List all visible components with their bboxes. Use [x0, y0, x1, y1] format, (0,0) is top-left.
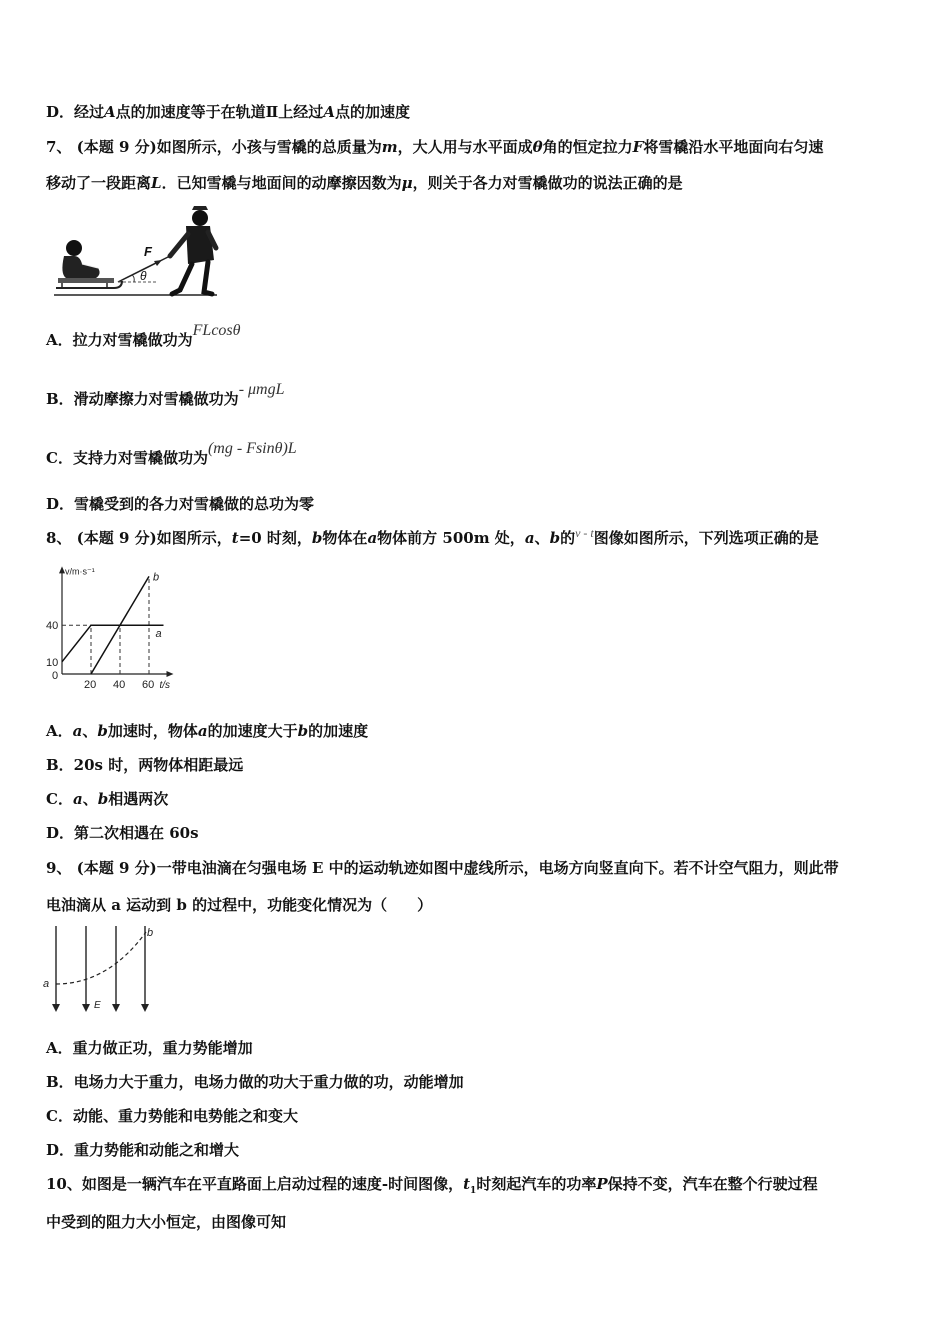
q7-sled-figure — [52, 204, 222, 300]
q7-option-d: D．雪橇受到的各力对雪橇做的总功为零 — [46, 495, 315, 513]
point-a-label: a — [43, 978, 50, 990]
q9-option-a: A．重力做正功，重力势能增加 — [46, 1039, 253, 1057]
series-a-label: a — [155, 628, 162, 641]
trajectory-path — [56, 932, 146, 984]
q7-option-c: C．支持力对雪橇做功为(mg - Fsinθ)L — [46, 440, 297, 467]
q7-option-a: A．拉力对雪橇做功为FLcosθ — [46, 322, 241, 349]
q8-option-c: C．a、b相遇两次 — [46, 790, 169, 808]
q10-stem-line1: 10、如图是一辆汽车在平直路面上启动过程的速度-时间图像，$t_1$时刻起汽车的功率P保持不变，汽车在整个行驶过程 — [46, 1175, 818, 1196]
q7-option-c-formula: (mg - Fsinθ)L — [207, 440, 297, 457]
q7-stem-line1: 7、 (本题 9 分)如图所示，小孩与雪橇的总质量为m，大人用与水平面成θ角的恒定拉力F将雪橇沿水平地面向右匀速 — [46, 138, 824, 156]
x-tick-label-40: 40 — [113, 679, 126, 690]
adult-head-icon — [192, 210, 208, 226]
q8-option-d: D．第二次相遇在 60s — [46, 824, 199, 842]
child-head-icon — [66, 240, 82, 256]
x-axis-arrow — [167, 671, 174, 677]
x-tick-label-60: 60 — [142, 679, 155, 690]
q8-option-b: B．20s 时，两物体相距最远 — [46, 756, 244, 774]
point-b-label: b — [147, 927, 154, 939]
q9-field-figure — [38, 924, 168, 1016]
field-e-label: E — [94, 1000, 101, 1011]
q7-option-b-formula: - μmgL — [238, 381, 285, 398]
x-tick-label-0: 0 — [52, 670, 59, 682]
q9-option-d: D．重力势能和动能之和增大 — [46, 1141, 240, 1159]
y-tick-label-10: 10 — [46, 656, 59, 669]
q8-vt-chart — [44, 562, 194, 690]
y-axis-title: v/m·s⁻¹ — [65, 566, 95, 577]
q8-stem: 8、 (本题 9 分)如图所示，t=0 时刻，b物体在a物体前方 500m 处，a、b的$^{v - t}$图像如图所示，下列选项正确的是 — [46, 526, 819, 547]
q9-stem-line2: 电油滴从 a 运动到 b 的过程中，功能变化情况为（ ） — [46, 896, 433, 914]
q9-option-c: C．动能、重力势能和电势能之和变大 — [46, 1107, 298, 1125]
q7-stem-line2: 移动了一段距离L．已知雪橇与地面间的动摩擦因数为μ，则关于各力对雪橇做功的说法正确的是 — [46, 174, 683, 192]
q8-option-a: A．a、b加速时，物体a的加速度大于b的加速度 — [46, 722, 369, 740]
q7-option-a-formula: FLcosθ — [192, 322, 241, 339]
y-tick-label-40: 40 — [46, 620, 59, 633]
x-axis-title: t/s — [159, 680, 171, 690]
series-b-label: b — [153, 571, 160, 584]
force-label: F — [144, 244, 152, 259]
q9-option-b: B．电场力大于重力，电场力做的功大于重力做的功，动能增加 — [46, 1073, 464, 1091]
q9-stem-line1: 9、 (本题 9 分)一带电油滴在匀强电场 E 中的运动轨迹如图中虚线所示，电场方向竖直向下。若不计空气阻力，则此带 — [46, 859, 839, 877]
series-a-line — [62, 625, 164, 662]
x-tick-label-20: 20 — [84, 679, 97, 690]
theta-label: θ — [140, 269, 147, 283]
q10-stem-line2: 中受到的阻力大小恒定，由图像可知 — [46, 1213, 287, 1231]
q6-option-d: D．经过A点的加速度等于在轨道Ⅱ上经过A点的加速度 — [46, 103, 410, 121]
q7-option-b: B．滑动摩擦力对雪橇做功为- μmgL — [46, 381, 285, 408]
